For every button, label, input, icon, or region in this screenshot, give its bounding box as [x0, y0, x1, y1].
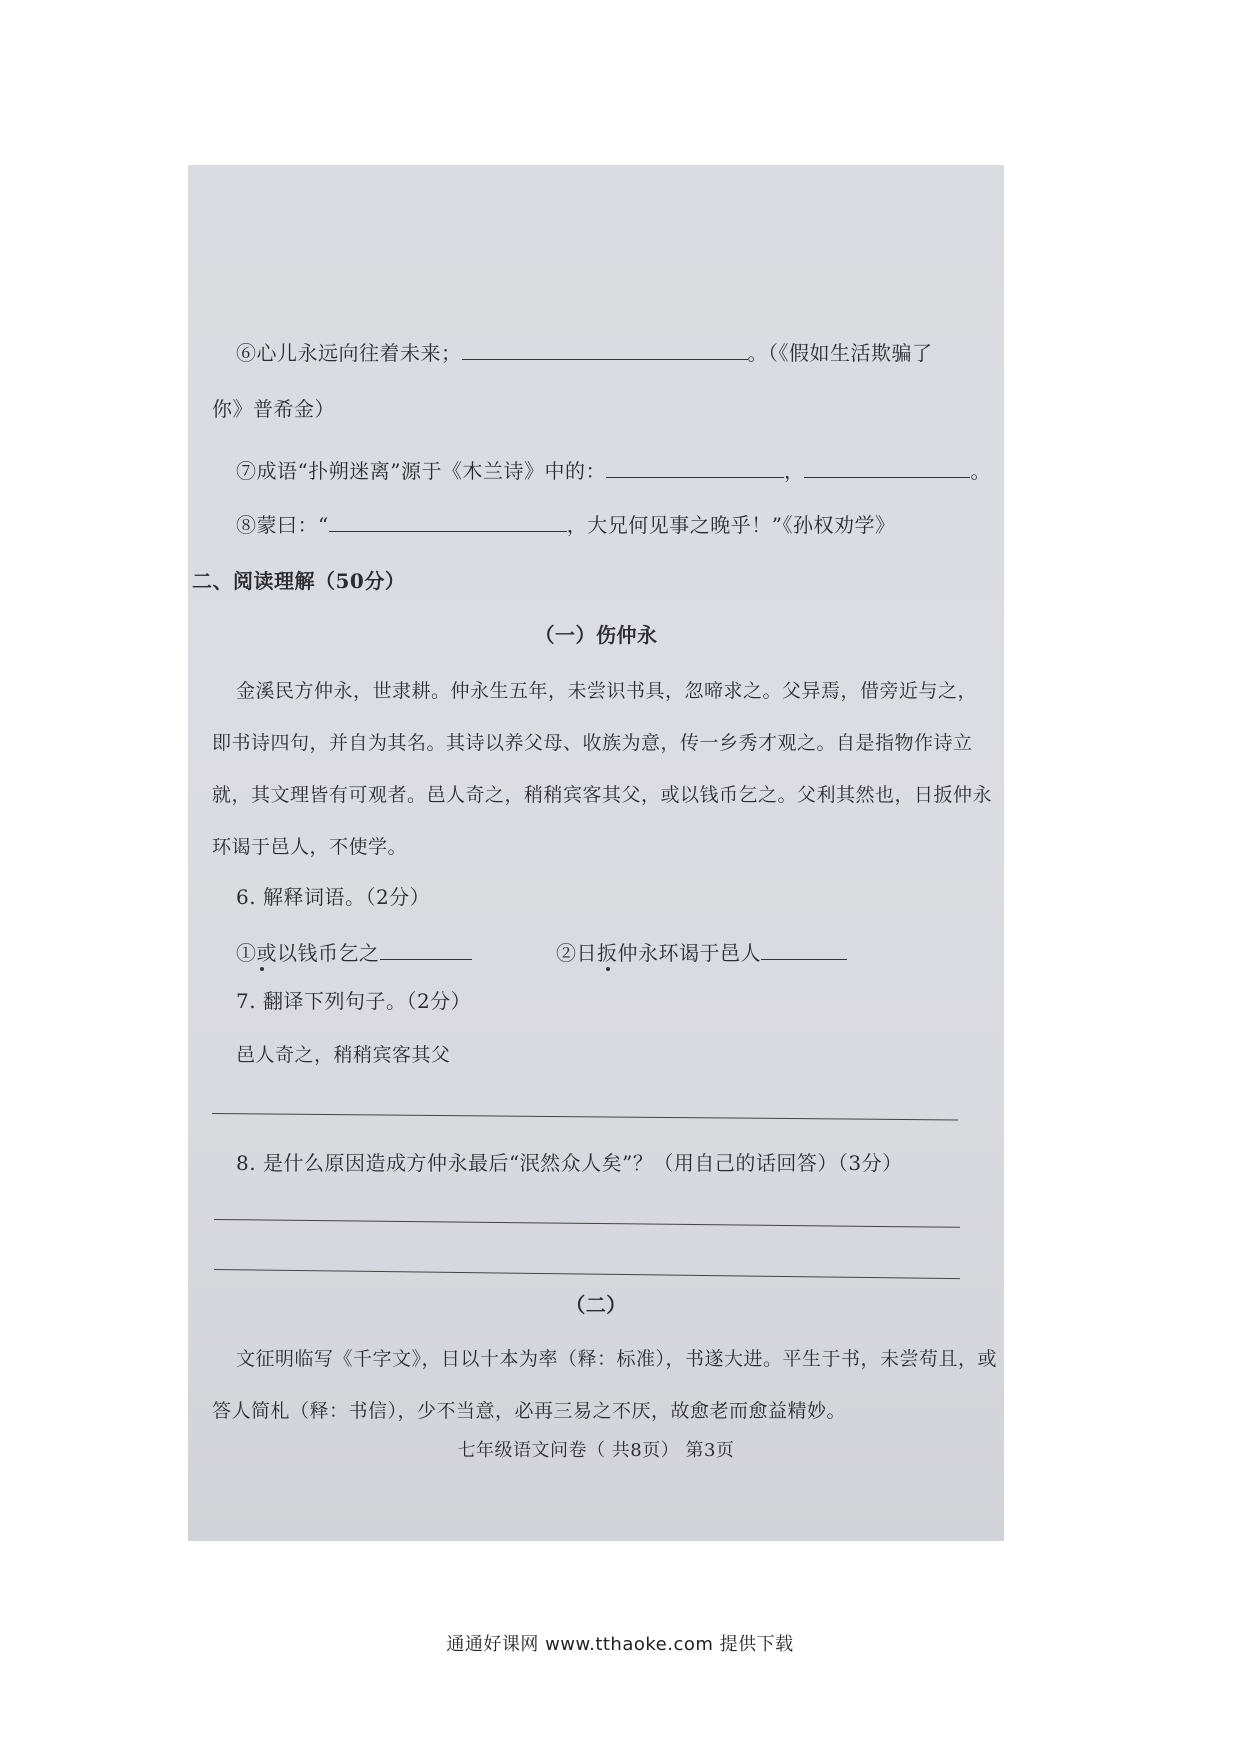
blank-item-8: [236, 509, 895, 539]
section-2-heading: 二、阅读理解（50分）: [192, 569, 406, 593]
answer-line[interactable]: [214, 1269, 960, 1279]
question-8: 8. 是什么原因造成方仲永最后“泯然众人矣”？（用自己的话回答）（3分）: [236, 1151, 903, 1175]
answer-line[interactable]: [214, 1219, 960, 1228]
question-6: 6. 解释词语。（2分）: [236, 885, 431, 909]
answer-line[interactable]: [212, 1113, 958, 1121]
passage-1-line-3: 就，其文理皆有可观者。邑人奇之，稍稍宾客其父，或以钱币乞之。父利其然也，日扳仲永: [212, 784, 993, 806]
item-6-source: 。（《假如生活欺骗了: [747, 341, 933, 365]
passage-2-line-2: 答人简札（释：书信），少不当意，必再三易之不厌，故愈老而愈益精妙。: [212, 1400, 847, 1422]
passage-1-line-1: 金溪民方仲永，世隶耕。仲永生五年，未尝识书具，忽啼求之。父异焉，借旁近与之，: [236, 680, 978, 702]
answer-blank[interactable]: [380, 937, 472, 960]
item-6-prompt: ⑥心儿永远向往着未来；: [236, 341, 462, 365]
q6-item-b: ②日扳仲永环谒于邑人: [556, 941, 761, 965]
fill-blank[interactable]: [606, 455, 784, 478]
item-7-comma: ，: [783, 459, 805, 483]
passage-2-line-1: 文征明临写《千字文》，日以十本为率（释：标准），书遂大进。平生于书，未尝苟且，或: [236, 1348, 998, 1370]
site-footer: 通通好课网 www.tthaoke.com 提供下载: [446, 1634, 794, 1655]
item-8-source: ，大兄何见事之晚乎！”《孙权劝学》: [566, 513, 896, 537]
fill-blank[interactable]: [329, 509, 567, 532]
item-6-source-cont: 你》普希金）: [212, 397, 335, 421]
question-7: 7. 翻译下列句子。（2分）: [236, 989, 472, 1013]
question-6-sub: [236, 937, 472, 967]
blank-item-7: [236, 455, 991, 485]
question-6-sub-b: [556, 937, 847, 967]
passage-1-line-2: 即书诗四句，并自为其名。其诗以养父母、收族为意，传一乡秀才观之。自是指物作诗立: [212, 732, 973, 754]
item-8-prompt: ⑧蒙曰：“: [236, 513, 329, 537]
answer-blank[interactable]: [761, 937, 847, 960]
passage-1-title: （一）伤仲永: [534, 623, 658, 647]
fill-blank[interactable]: [804, 455, 970, 478]
page-footer: 七年级语文问卷（ 共8页） 第3页: [457, 1440, 735, 1461]
q6-item-a: ①或以钱币乞之: [236, 941, 380, 965]
blank-item-6: [236, 337, 933, 367]
passage-2-title: （二）: [565, 1293, 627, 1317]
passage-1-line-4: 环谒于邑人，不使学。: [212, 836, 408, 858]
question-7-sentence: 邑人奇之，稍稍宾客其父: [236, 1044, 451, 1066]
fill-blank[interactable]: [462, 337, 748, 360]
item-7-period: 。: [970, 459, 991, 483]
emphasis-dot: [260, 967, 264, 971]
emphasis-dot: [606, 967, 610, 971]
item-7-prompt: ⑦成语“扑朔迷离”源于《木兰诗》中的：: [236, 459, 606, 483]
scanned-exam-page: [188, 165, 1004, 1541]
